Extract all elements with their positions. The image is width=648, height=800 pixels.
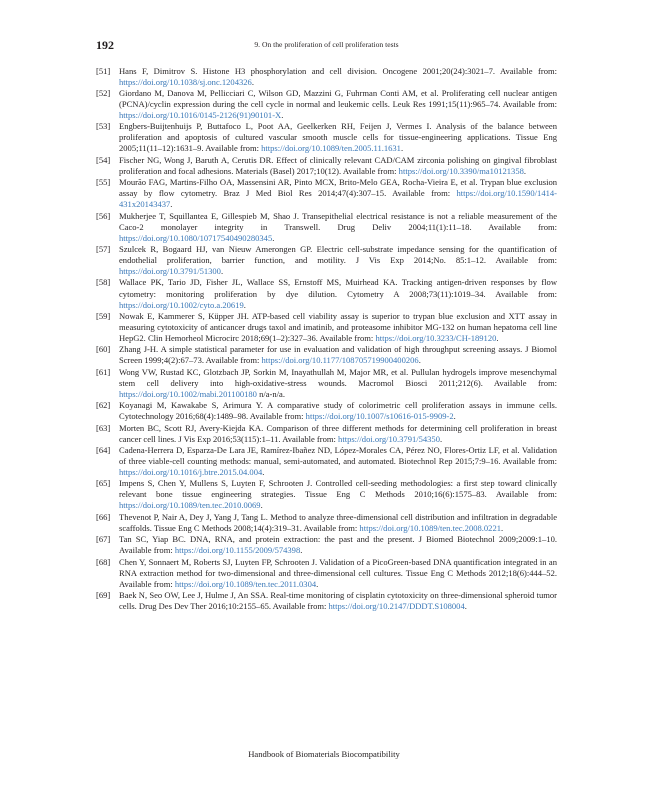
doi-link[interactable]: https://doi.org/10.1089/ten.tec.2011.0304 xyxy=(174,578,317,589)
reference-text: Zhang J-H. A simple statistical parameter for use in evaluation and validation of high throughput screening assays. J Biomol Screen 1999;4(2):67–73. Available from: xyxy=(119,344,557,366)
reference-tail: . xyxy=(501,522,504,533)
reference-tail: . xyxy=(251,76,254,87)
doi-link[interactable]: https://doi.org/10.1089/ten.tec.2008.0221 xyxy=(359,522,501,533)
reference-item xyxy=(96,400,557,422)
reference-item xyxy=(96,344,557,366)
reference-number: [55] xyxy=(96,177,111,188)
reference-text: Mukherjee T, Squillantea E, Gillespieb M, Shao J. Transepithelial electrical resistance is not a reliable measurement of the Caco-2 monolayer integrity in Transwell. Drug Deliv 2004;11(1):11–18. Available from: xyxy=(119,210,557,232)
reference-number: [62] xyxy=(96,400,111,411)
reference-text: Fischer NG, Wong J, Baruth A, Cerutis DR. Effect of clinically relevant CAD/CAM zirconia polishing on gingival fibroblast proliferation and focal adhesions. Materials (Basel) 2017;10(12). Available from: xyxy=(119,154,557,176)
reference-tail: . xyxy=(243,299,246,310)
reference-text: Morten BC, Scott RJ, Avery-Kiejda KA. Comparison of three different methods for determining cell proliferation in breast cancer cell lines. J Vis Exp 2016;53(115):1–11. Available from: xyxy=(119,422,557,444)
reference-number: [51] xyxy=(96,65,111,76)
reference-tail: . xyxy=(260,500,263,511)
reference-number: [68] xyxy=(96,556,111,567)
reference-item xyxy=(96,244,557,277)
reference-item xyxy=(96,367,557,400)
page-number: 192 xyxy=(96,38,114,52)
reference-tail: . xyxy=(316,578,319,589)
reference-text: Thevenot P, Nair A, Dey J, Yang J, Tang L. Method to analyze three-dimensional cell distribution and infiltration in degradable scaffolds. Tissue Eng C Methods 2008;14(4):319–31. Available from: xyxy=(119,511,557,533)
reference-number: [57] xyxy=(96,244,111,255)
doi-link[interactable]: https://doi.org/10.1002/mabi.201100180 xyxy=(119,388,257,399)
doi-link[interactable]: https://doi.org/10.1007/s10616-015-9909-2 xyxy=(305,411,454,422)
reference-number: [66] xyxy=(96,511,111,522)
reference-item xyxy=(96,423,557,445)
reference-number: [63] xyxy=(96,422,111,433)
reference-tail: n/a-n/a. xyxy=(256,388,285,399)
reference-number: [53] xyxy=(96,121,111,132)
reference-tail: . xyxy=(262,467,265,478)
doi-link[interactable]: https://doi.org/10.1016/j.btre.2015.04.004 xyxy=(119,467,263,478)
reference-number: [69] xyxy=(96,590,111,601)
reference-item xyxy=(96,66,557,88)
reference-text: Szulcek R, Bogaard HJ, van Nieuw Amerongen GP. Electric cell-substrate impedance sensing for the quantification of endothelial proliferation, barrier function, and motility. J Vis Exp 2014;No. 85:1–12. Available from: xyxy=(119,244,557,266)
reference-item xyxy=(96,121,557,154)
reference-item xyxy=(96,155,557,177)
reference-tail: . xyxy=(439,433,443,444)
doi-link[interactable]: https://doi.org/10.1080/10717540490280345 xyxy=(119,232,273,243)
reference-item xyxy=(96,211,557,244)
reference-number: [64] xyxy=(96,444,111,455)
reference-item xyxy=(96,88,557,121)
reference-tail: . xyxy=(453,411,456,422)
reference-number: [56] xyxy=(96,210,111,221)
reference-tail: . xyxy=(220,266,224,277)
reference-number: [52] xyxy=(96,87,111,98)
reference-item xyxy=(96,277,557,310)
reference-text: Wong VW, Rustad KC, Glotzbach JP, Sorkin M, Inayathullah M, Major MR, et al. Pullulan hydrogels improve mesenchymal stem cell delivery into high-oxidative-stress wounds. Macromol Biosci 2011;212(6). Available from: xyxy=(119,366,557,388)
reference-tail: . xyxy=(272,232,275,243)
reference-tail: . xyxy=(300,545,303,556)
reference-item xyxy=(96,534,557,556)
doi-link[interactable]: https://doi.org/10.1038/sj.onc.1204326 xyxy=(119,76,252,87)
doi-link[interactable]: https://doi.org/10.2147/DDDT.S108004 xyxy=(328,601,465,612)
doi-link[interactable]: https://doi.org/10.1590/1414-431x20143437 xyxy=(119,188,557,210)
reference-tail: . xyxy=(170,199,173,210)
doi-link[interactable]: https://doi.org/10.1002/cyto.a.20619 xyxy=(119,299,244,310)
reference-text: Mourão FAG, Martins-Filho OA, Massensini AR, Pinto MCX, Brito-Melo GEA, Rocha-Vieira E, et al. Trypan blue exclusion assay by flow cytometry. Braz J Med Biol Res 2014;47(4):307–15. Available from: xyxy=(119,177,557,199)
doi-link[interactable]: https://doi.org/10.3791/51300 xyxy=(119,266,221,277)
reference-tail: . xyxy=(523,165,527,176)
reference-number: [59] xyxy=(96,310,111,321)
reference-text: Nowak E, Kammerer S, Küpper JH. ATP-based cell viability assay is superior to trypan blue exclusion and XTT assay in measuring cytotoxicity of anticancer drugs taxol and imatinib, and proteasome inhibitor MG-132 on human hepatoma cell line HepG2. Clin Hemorheol Microcirc 2018;69(1–2):327–36. Available from: xyxy=(119,310,557,343)
doi-link[interactable]: https://doi.org/10.3390/ma10121358 xyxy=(398,165,524,176)
reference-item xyxy=(96,445,557,478)
reference-list xyxy=(96,66,557,613)
reference-number: [67] xyxy=(96,534,111,545)
reference-item xyxy=(96,512,557,534)
running-title: 9. On the proliferation of cell proliferation tests xyxy=(254,40,399,49)
reference-text: Wallace PK, Tario JD, Fisher JL, Wallace SS, Ernstoff MS, Muirhead KA. Tracking antigen-driven responses by flow cytometry: monitoring proliferation by dye dilution. Cytometry A 2008;73(11):1019–34. Available from: xyxy=(119,277,557,299)
reference-number: [65] xyxy=(96,478,111,489)
reference-number: [60] xyxy=(96,344,111,355)
reference-item xyxy=(96,177,557,210)
doi-link[interactable]: https://doi.org/10.1177/108705719900400206 xyxy=(261,355,419,366)
reference-text: Giordano M, Danova M, Pellicciari C, Wilson GD, Mazzini G, Fuhrman Conti AM, et al. Proliferating cell nuclear antigen (PCNA)/cyclin expression during the cell cycle in normal and leukemic cells. Leuk Res 1991;15(11):965–74. Available from: xyxy=(119,87,557,109)
reference-number: [61] xyxy=(96,366,111,377)
reference-text: Impens S, Chen Y, Mullens S, Luyten F, Schrooten J. Controlled cell-seeding methodologies: a first step toward clinically relevant bone tissue engineering strategies. Tissue Eng C Methods 2010;16(6):1575–83. Available from: xyxy=(119,478,557,500)
doi-link[interactable]: https://doi.org/10.1155/2009/574398 xyxy=(174,545,301,556)
reference-number: [54] xyxy=(96,154,111,165)
reference-text: Cadena-Herrera D, Esparza-De Lara JE, Ramírez-Ibañez ND, López-Morales CA, Pérez NO, Flores-Ortiz LF, et al. Validation of three viable-cell counting methods: manual, semi-automated, and automated. Biotechnol Rep 2015;7:9–16. Available from: xyxy=(119,444,557,466)
reference-text: Engbers-Buijtenhuijs P, Buttafoco L, Poot AA, Geelkerken RH, Feijen J, Vermes I. Analysis of the balance between proliferation and apoptosis of cultured vascular smooth muscle cells for tissue-engineering applications. Tissue Eng 2005;11(11–12):1631–9. Available from: xyxy=(119,121,557,154)
reference-text: Hans F, Dimitrov S. Histone H3 phosphorylation and cell division. Oncogene 2001;20(24):3021–7. Available from: xyxy=(119,65,557,76)
reference-number: [58] xyxy=(96,277,111,288)
reference-text: Tan SC, Yiap BC. DNA, RNA, and protein extraction: the past and the present. J Biomed Biotechnol 2009;2009:1–10. Available from: xyxy=(119,534,557,556)
reference-tail: . xyxy=(418,355,421,366)
reference-item xyxy=(96,557,557,590)
reference-text: Chen Y, Sonnaert M, Roberts SJ, Luyten FP, Schrooten J. Validation of a PicoGreen-based DNA quantification integrated in an RNA extraction method for two-dimensional and three-dimensional cell cultures. Tissue Eng C Methods 2012;18(6):444–52. Available from: xyxy=(119,556,557,589)
reference-tail: . xyxy=(464,601,467,612)
reference-text: Baek N, Seo OW, Lee J, Hulme J, An SSA. Real-time monitoring of cisplatin cytotoxicity on three-dimensional spheroid tumor cells. Drug Des Dev Ther 2016;10:2155–65. Available from: xyxy=(119,590,557,612)
reference-tail: . xyxy=(400,143,404,154)
reference-text: Koyanagi M, Kawakabe S, Arimura Y. A comparative study of colorimetric cell proliferation assays in immune cells. Cytotechnology 2016;68(4):1489–98. Available from: xyxy=(119,400,557,422)
reference-item xyxy=(96,311,557,344)
reference-item xyxy=(96,478,557,511)
doi-link[interactable]: https://doi.org/10.3233/CH-189120 xyxy=(375,333,497,343)
reference-item xyxy=(96,590,557,612)
page-header xyxy=(96,38,557,54)
doi-link[interactable]: https://doi.org/10.1089/ten.tec.2010.0069 xyxy=(119,500,261,511)
doi-link[interactable]: https://doi.org/10.3791/54350 xyxy=(338,433,440,444)
reference-tail: . xyxy=(281,109,284,120)
book-title-footer: Handbook of Biomaterials Biocompatibility xyxy=(248,749,400,759)
doi-link[interactable]: https://doi.org/10.1016/0145-2126(91)90101-X xyxy=(119,109,282,120)
doi-link[interactable]: https://doi.org/10.1089/ten.2005.11.1631 xyxy=(261,143,401,154)
reference-tail: . xyxy=(496,333,499,343)
